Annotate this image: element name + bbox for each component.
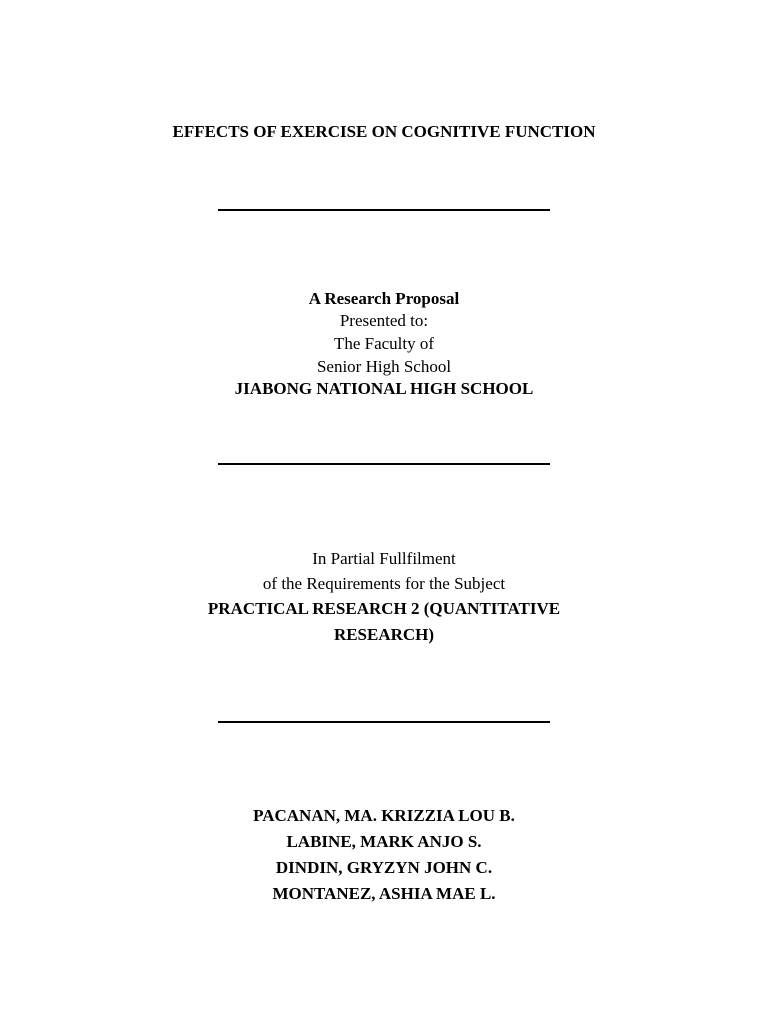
document-title: EFFECTS OF EXERCISE ON COGNITIVE FUNCTION xyxy=(172,122,596,141)
fulfillment-line-1: In Partial Fullfilment xyxy=(312,549,456,568)
author-3: DINDIN, GRYZYN JOHN C. xyxy=(275,858,493,877)
fulfillment-line-2: of the Requirements for the Subject xyxy=(262,574,506,593)
divider-2 xyxy=(218,463,550,465)
author-1: PACANAN, MA. KRIZZIA LOU B. xyxy=(253,806,515,825)
divider-1 xyxy=(218,209,550,211)
divider-3 xyxy=(218,721,550,723)
subject-line-2: RESEARCH) xyxy=(333,625,435,644)
author-4: MONTANEZ, ASHIA MAE L. xyxy=(272,884,496,903)
proposal-heading: A Research Proposal xyxy=(308,289,460,308)
department-line: Senior High School xyxy=(316,357,452,376)
subject-line-1: PRACTICAL RESEARCH 2 (QUANTITATIVE xyxy=(207,599,561,618)
author-2: LABINE, MARK ANJO S. xyxy=(286,832,482,851)
faculty-line: The Faculty of xyxy=(333,334,435,353)
presented-to: Presented to: xyxy=(339,311,429,330)
school-name: JIABONG NATIONAL HIGH SCHOOL xyxy=(234,379,534,398)
